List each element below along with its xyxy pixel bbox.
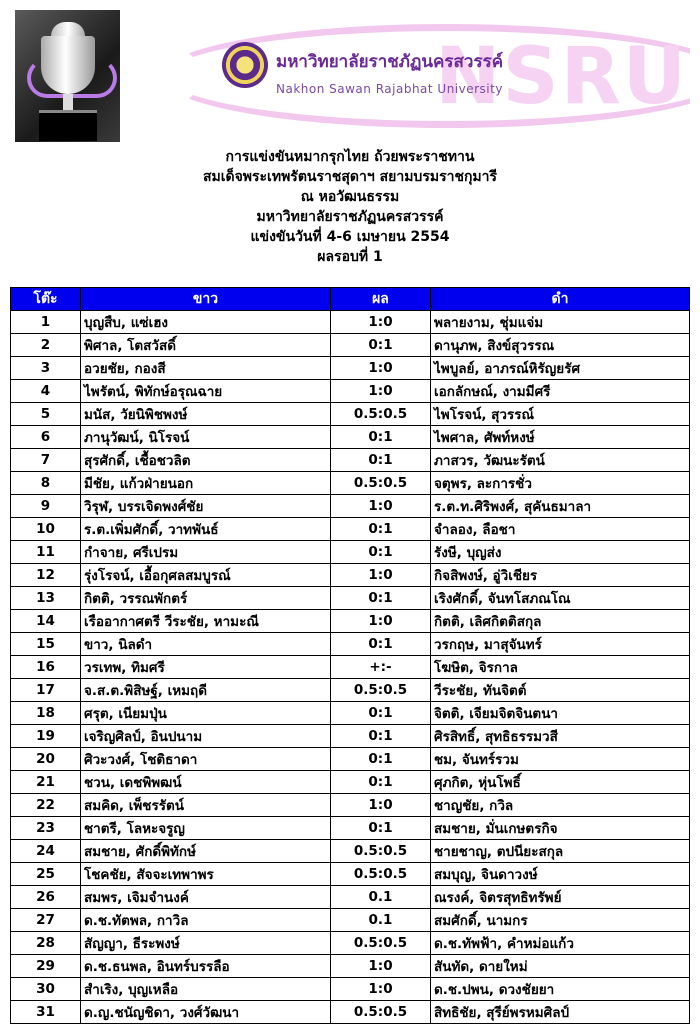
result-cell: 1:0 — [331, 955, 431, 978]
table-row — [11, 794, 690, 817]
result-cell: 0:1 — [331, 449, 431, 472]
result-cell: 1:0 — [331, 978, 431, 1001]
table-no-cell: 20 — [11, 748, 81, 771]
result-cell: +:- — [331, 656, 431, 679]
title-line: มหาวิทยาลัยราชภัฏนครสวรรค์ — [256, 209, 444, 225]
black-player-cell: เริงศักดิ์, จันทโสภณโณ — [431, 587, 690, 610]
result-cell: 0.5:0.5 — [331, 472, 431, 495]
table-row — [11, 403, 690, 426]
result-cell: 0:1 — [331, 702, 431, 725]
result-cell: 0:1 — [331, 748, 431, 771]
white-player-cell: สมพร, เจิมจำนงค์ — [81, 886, 331, 909]
black-player-cell: สิทธิชัย, สุรีย์พรหมศิลป์ — [431, 1001, 690, 1024]
result-cell: 0.5:0.5 — [331, 1001, 431, 1024]
table-no-cell: 11 — [11, 541, 81, 564]
table-row — [11, 518, 690, 541]
white-player-cell: เรืออากาศตรี วีระชัย, หามะณี — [81, 610, 331, 633]
result-cell: 0.5:0.5 — [331, 840, 431, 863]
watermark-logo: NSRU — [435, 32, 688, 122]
column-header-black: ดำ — [431, 288, 690, 311]
university-seal-icon — [222, 42, 268, 88]
table-row — [11, 1001, 690, 1024]
table-row — [11, 610, 690, 633]
white-player-cell: บุญสืบ, แซ่เฮง — [81, 311, 331, 334]
table-no-cell: 26 — [11, 886, 81, 909]
table-no-cell: 9 — [11, 495, 81, 518]
title-line: สมเด็จพระเทพรัตนราชสุดาฯ สยามบรมราชกุมารี — [202, 169, 498, 185]
result-cell: 0:1 — [331, 725, 431, 748]
column-header-white: ขาว — [81, 288, 331, 311]
black-player-cell: จิตติ, เจียมจิตจินตนา — [431, 702, 690, 725]
result-cell: 1:0 — [331, 794, 431, 817]
black-player-cell: สมบุญ, จินดาวงษ์ — [431, 863, 690, 886]
table-row — [11, 886, 690, 909]
black-player-cell: วรกฤษ, มาสุจันทร์ — [431, 633, 690, 656]
round-title: ผลรอบที่ 1 — [317, 249, 383, 265]
white-player-cell: ด.ช.ธนพล, อินทร์บรรลือ — [81, 955, 331, 978]
white-player-cell: กำจาย, ศรีเปรม — [81, 541, 331, 564]
table-row — [11, 380, 690, 403]
title-line: ณ หอวัฒนธรรม — [300, 189, 400, 205]
table-no-cell: 30 — [11, 978, 81, 1001]
black-player-cell: สันทัด, ดายใหม่ — [431, 955, 690, 978]
table-no-cell: 22 — [11, 794, 81, 817]
black-player-cell: ศุภกิต, หุ่นโพธิ์ — [431, 771, 690, 794]
black-player-cell: กิตติ, เลิศกิตติสกุล — [431, 610, 690, 633]
white-player-cell: อวยชัย, กองสี — [81, 357, 331, 380]
table-no-cell: 10 — [11, 518, 81, 541]
table-no-cell: 12 — [11, 564, 81, 587]
result-cell: 0:1 — [331, 817, 431, 840]
table-no-cell: 16 — [11, 656, 81, 679]
white-player-cell: สำเริง, บุญเหลือ — [81, 978, 331, 1001]
table-header-row — [11, 288, 690, 311]
white-player-cell: โชคชัย, สัจจะเทพาพร — [81, 863, 331, 886]
column-header-table-no: โต๊ะ — [11, 288, 81, 311]
results-body — [11, 311, 690, 1024]
table-row — [11, 748, 690, 771]
result-cell: 0:1 — [331, 587, 431, 610]
black-player-cell: รังษี, บุญส่ง — [431, 541, 690, 564]
black-player-cell: ดานุภพ, สิงข์สุวรรณ — [431, 334, 690, 357]
table-row — [11, 311, 690, 334]
white-player-cell: ชวน, เดชพิพฒน์ — [81, 771, 331, 794]
result-cell: 0:1 — [331, 633, 431, 656]
table-row — [11, 357, 690, 380]
table-row — [11, 932, 690, 955]
white-player-cell: ไพรัตน์, พิทักษ์อรุณฉาย — [81, 380, 331, 403]
table-no-cell: 3 — [11, 357, 81, 380]
white-player-cell: กิตติ, วรรณพักตร์ — [81, 587, 331, 610]
table-no-cell: 1 — [11, 311, 81, 334]
table-row — [11, 955, 690, 978]
black-player-cell: สมชาย, มั่นเกษตรกิจ — [431, 817, 690, 840]
table-no-cell: 4 — [11, 380, 81, 403]
white-player-cell: ชาตรี, โลหะจรูญ — [81, 817, 331, 840]
table-no-cell: 25 — [11, 863, 81, 886]
white-player-cell: พิศาล, โตสวัสดิ์ — [81, 334, 331, 357]
black-player-cell: วีระชัย, ทันจิตต์ — [431, 679, 690, 702]
black-player-cell: จตุพร, ละการชั่ว — [431, 472, 690, 495]
table-row — [11, 587, 690, 610]
table-no-cell: 29 — [11, 955, 81, 978]
black-player-cell: โฆษิต, จิรกาล — [431, 656, 690, 679]
white-player-cell: ศิวะวงศ์, โชติธาดา — [81, 748, 331, 771]
table-no-cell: 24 — [11, 840, 81, 863]
result-cell: 1:0 — [331, 311, 431, 334]
black-player-cell: ชายชาญ, ตปนียะสกุล — [431, 840, 690, 863]
black-player-cell: สมศักดิ์, นามกร — [431, 909, 690, 932]
black-player-cell: ชาญชัย, กวิล — [431, 794, 690, 817]
table-row — [11, 472, 690, 495]
table-no-cell: 17 — [11, 679, 81, 702]
black-player-cell: พลายงาม, ชุ่มแจ่ม — [431, 311, 690, 334]
table-row — [11, 863, 690, 886]
result-cell: 0.5:0.5 — [331, 863, 431, 886]
table-row — [11, 817, 690, 840]
table-no-cell: 28 — [11, 932, 81, 955]
table-no-cell: 13 — [11, 587, 81, 610]
black-player-cell: จำลอง, ลือชา — [431, 518, 690, 541]
white-player-cell: ภานุวัฒน์, นิโรจน์ — [81, 426, 331, 449]
white-player-cell: เจริญศิลป์, อินปนาม — [81, 725, 331, 748]
results-table — [10, 287, 690, 1024]
black-player-cell: ด.ช.ทัพฟ้า, คำหม่อแก้ว — [431, 932, 690, 955]
black-player-cell: ณรงค์, จิตรสุทธิทรัพย์ — [431, 886, 690, 909]
title-line: แข่งขันวันที่ 4-6 เมษายน 2554 — [250, 229, 450, 245]
white-player-cell: ด.ช.ทัตพล, กาวิล — [81, 909, 331, 932]
column-header-result: ผล — [331, 288, 431, 311]
white-player-cell: ด.ญ.ชนัญชิดา, วงศ์วัฒนา — [81, 1001, 331, 1024]
university-name-english: Nakhon Sawan Rajabhat University — [276, 82, 503, 96]
white-player-cell: มีชัย, แก้วฝ่ายนอก — [81, 472, 331, 495]
black-player-cell: ไพโรจน์, สุวรรณ์ — [431, 403, 690, 426]
result-cell: 1:0 — [331, 495, 431, 518]
white-player-cell: สัญญา, ธีระพงษ์ — [81, 932, 331, 955]
table-row — [11, 495, 690, 518]
header-banner — [10, 10, 690, 142]
table-row — [11, 840, 690, 863]
white-player-cell: วรเทพ, ทิมศรี — [81, 656, 331, 679]
white-player-cell: รุ่งโรจน์, เอื้อกุศลสมบูรณ์ — [81, 564, 331, 587]
table-row — [11, 334, 690, 357]
white-player-cell: ขาว, นิลดำ — [81, 633, 331, 656]
document-titles — [0, 147, 700, 267]
result-cell: 1:0 — [331, 564, 431, 587]
white-player-cell: ร.ต.เพิ่มศักดิ์, วาทพันธ์ — [81, 518, 331, 541]
black-player-cell: ร.ต.ท.ศิริพงศ์, สุคันธมาลา — [431, 495, 690, 518]
table-row — [11, 656, 690, 679]
table-row — [11, 679, 690, 702]
table-no-cell: 5 — [11, 403, 81, 426]
result-cell: 1:0 — [331, 610, 431, 633]
table-no-cell: 18 — [11, 702, 81, 725]
result-cell: 0:1 — [331, 771, 431, 794]
university-name-thai: มหาวิทยาลัยราชภัฏนครสวรรค์ — [276, 52, 504, 72]
table-no-cell: 27 — [11, 909, 81, 932]
result-cell: 0.1 — [331, 886, 431, 909]
black-player-cell: เอกลักษณ์, งามมีศรี — [431, 380, 690, 403]
table-row — [11, 978, 690, 1001]
table-no-cell: 2 — [11, 334, 81, 357]
table-row — [11, 541, 690, 564]
result-cell: 1:0 — [331, 357, 431, 380]
white-player-cell: วิรุฬ, บรรเจิดพงศ์ชัย — [81, 495, 331, 518]
result-cell: 0.1 — [331, 909, 431, 932]
black-player-cell: ภาสวร, วัฒนะรัตน์ — [431, 449, 690, 472]
result-cell: 0:1 — [331, 541, 431, 564]
white-player-cell: สมคิด, เพ็ชรรัตน์ — [81, 794, 331, 817]
black-player-cell: ชม, จันทร์รวม — [431, 748, 690, 771]
table-no-cell: 15 — [11, 633, 81, 656]
black-player-cell: ด.ช.ปพน, ดวงชัยยา — [431, 978, 690, 1001]
table-no-cell: 7 — [11, 449, 81, 472]
trophy-image — [15, 10, 120, 142]
table-row — [11, 633, 690, 656]
black-player-cell: ไพศาล, ศัพท์หงษ์ — [431, 426, 690, 449]
result-cell: 0.5:0.5 — [331, 403, 431, 426]
black-player-cell: ไพบูลย์, อาภรณ์หิรัญยรัศ — [431, 357, 690, 380]
table-row — [11, 909, 690, 932]
result-cell: 0:1 — [331, 426, 431, 449]
result-cell: 0.5:0.5 — [331, 679, 431, 702]
table-no-cell: 23 — [11, 817, 81, 840]
black-player-cell: กิจสิพงษ์, อู่วิเชียร — [431, 564, 690, 587]
table-no-cell: 14 — [11, 610, 81, 633]
table-no-cell: 31 — [11, 1001, 81, 1024]
white-player-cell: มนัส, วัยนิพิชพงษ์ — [81, 403, 331, 426]
table-row — [11, 564, 690, 587]
white-player-cell: สุรศักดิ์, เชื้อชวลิต — [81, 449, 331, 472]
table-row — [11, 449, 690, 472]
result-cell: 1:0 — [331, 380, 431, 403]
table-no-cell: 21 — [11, 771, 81, 794]
white-player-cell: สมชาย, ศักดิ์พิทักษ์ — [81, 840, 331, 863]
table-row — [11, 725, 690, 748]
table-no-cell: 6 — [11, 426, 81, 449]
result-cell: 0:1 — [331, 518, 431, 541]
table-row — [11, 771, 690, 794]
table-row — [11, 426, 690, 449]
result-cell: 0.5:0.5 — [331, 932, 431, 955]
table-no-cell: 8 — [11, 472, 81, 495]
title-line: การแข่งขันหมากรุกไทย ถ้วยพระราชทาน — [225, 149, 475, 165]
result-cell: 0:1 — [331, 334, 431, 357]
table-no-cell: 19 — [11, 725, 81, 748]
table-row — [11, 702, 690, 725]
black-player-cell: ศิรสิทธิ์, สุทธิธรรมวสี — [431, 725, 690, 748]
white-player-cell: จ.ส.ต.พิสิษฐ์, เหมฤดี — [81, 679, 331, 702]
white-player-cell: ศรุต, เนียมปุ่น — [81, 702, 331, 725]
